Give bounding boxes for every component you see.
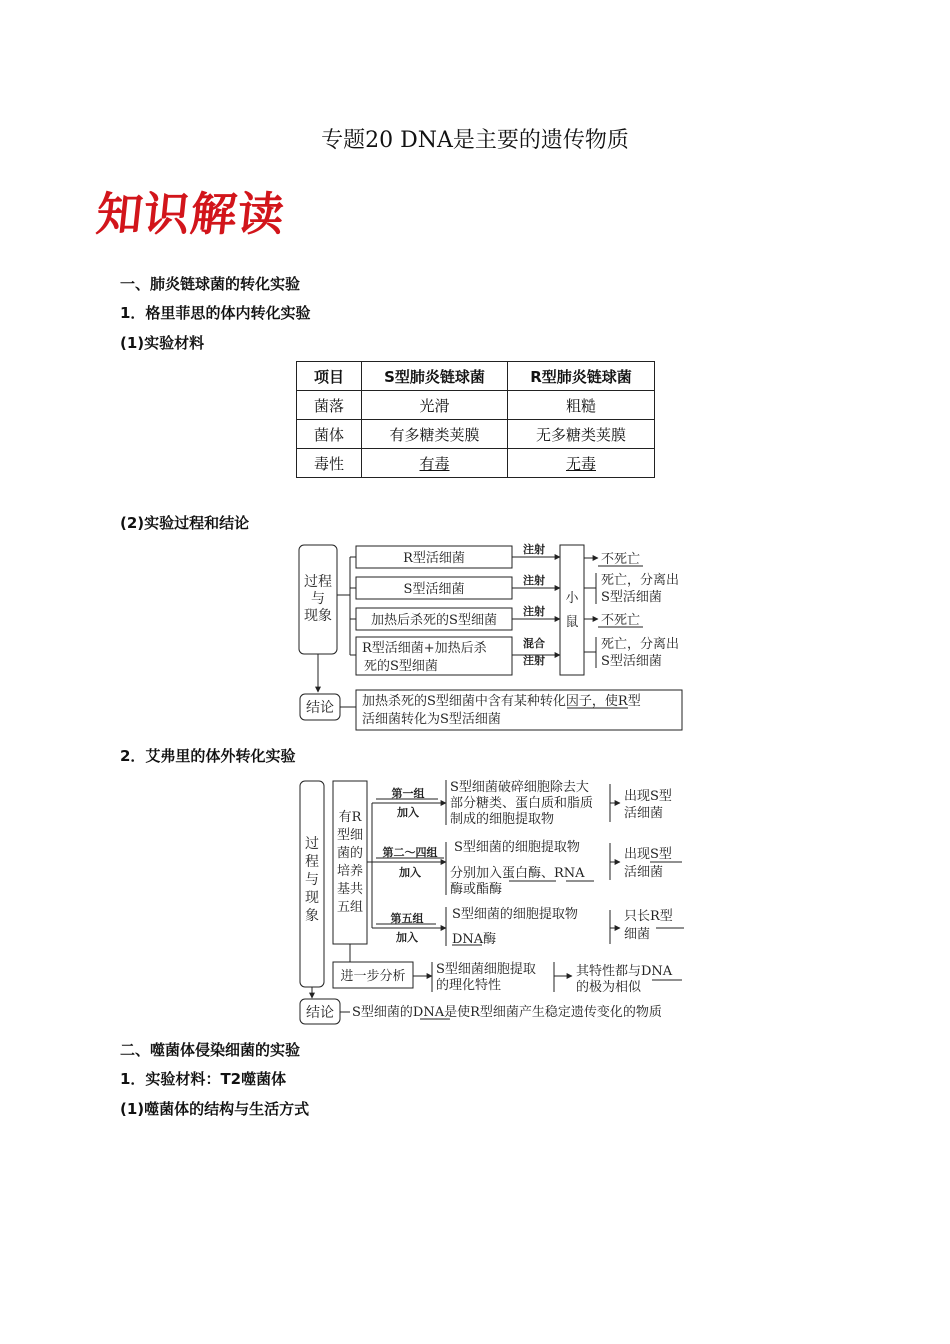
group-result: 活细菌 (624, 865, 664, 880)
heading-process: (2)实验过程和结论 (120, 514, 250, 532)
culture-line: 有R (338, 810, 362, 825)
item-text: 死的S型细菌 (364, 659, 438, 674)
group-content: 酶或酯酶 (450, 882, 503, 897)
item-text: R型活细菌+加热后杀 (362, 641, 487, 656)
culture-line: 菌的 (336, 846, 364, 861)
action-label: 注射 (523, 654, 545, 667)
left-box-line: 象 (305, 908, 319, 924)
conclusion-label: 结论 (306, 700, 334, 716)
table-header: R型肺炎链球菌 (508, 362, 655, 391)
table-header: 项目 (297, 362, 362, 391)
left-box-line: 现 (305, 890, 319, 906)
result-text: S型活细菌 (601, 590, 662, 605)
result-text: 不死亡 (601, 613, 641, 628)
further-result: 其特性都与DNA (576, 964, 673, 979)
table-header: S型肺炎链球菌 (362, 362, 508, 391)
group-result: 出现S型 (624, 847, 672, 862)
conclusion-label: 结论 (306, 1005, 334, 1021)
left-box-line: 与 (311, 591, 325, 607)
mouse-label: 小 (565, 591, 579, 606)
group-result: 只长R型 (624, 909, 673, 924)
group-label: 第一组 (391, 787, 425, 800)
culture-line: 型细 (336, 828, 364, 843)
table-cell: 无多糖类荚膜 (508, 420, 655, 449)
item-text: R型活细菌 (403, 551, 465, 566)
group-content: S型细菌的细胞提取物 (452, 907, 578, 922)
further-content: S型细菌细胞提取 (436, 962, 536, 977)
table-cell: 毒性 (297, 449, 362, 478)
group-content: DNA酶 (452, 932, 497, 947)
heading-s2-1a: (1)噬菌体的结构与生活方式 (120, 1100, 310, 1118)
culture-line: 培养 (336, 864, 364, 879)
action-label: 注射 (523, 605, 545, 618)
left-box-line: 程 (305, 854, 319, 870)
action-label: 注射 (523, 574, 545, 587)
group-label: 第五组 (390, 912, 424, 925)
group-content: S型细菌的细胞提取物 (454, 840, 580, 855)
heading-materials: (1)实验材料 (120, 334, 205, 352)
culture-box (333, 781, 367, 944)
table-cell: 粗糙 (508, 391, 655, 420)
item-text: 加热后杀死的S型细菌 (371, 613, 497, 628)
left-box-line: 过程 (304, 574, 332, 590)
left-box-line: 过 (305, 836, 319, 852)
item-text: S型活细菌 (403, 582, 465, 597)
group-result: 细菌 (624, 927, 651, 942)
table-cell: 菌落 (297, 391, 362, 420)
further-content: 的理化特性 (436, 978, 502, 993)
group-content: 部分糖类、蛋白质和脂质 (450, 796, 594, 811)
table-cell: 光滑 (362, 391, 508, 420)
result-text: 死亡，分离出 (601, 637, 680, 652)
section-banner: 知识解读 (93, 187, 288, 241)
group-add: 加入 (399, 866, 421, 879)
action-label: 注射 (523, 543, 545, 556)
mouse-label: 鼠 (565, 615, 579, 630)
left-box-line: 与 (305, 872, 319, 888)
further-result: 的极为相似 (576, 980, 642, 995)
group-content: 制成的细胞提取物 (450, 812, 555, 827)
culture-line: 基共 (336, 882, 364, 897)
page-title: 专题20 DNA是主要的遗传物质 (321, 128, 629, 153)
action-label: 混合 (523, 637, 545, 650)
heading-avery: 2．艾弗里的体外转化实验 (120, 747, 296, 765)
group-result: 活细菌 (624, 806, 664, 821)
group-content: 分别加入蛋白酶、RNA (450, 866, 585, 881)
table-cell: 无毒 (508, 449, 655, 478)
result-text: 死亡，分离出 (601, 573, 680, 588)
heading-s2: 二、噬菌体侵染细菌的实验 (120, 1041, 301, 1059)
result-text: S型活细菌 (601, 654, 662, 669)
conclusion-text: S型细菌的DNA是使R型细菌产生稳定遗传变化的物质 (352, 1005, 662, 1020)
left-box-line: 现象 (304, 608, 332, 624)
group-add: 加入 (397, 806, 419, 819)
table-cell: 有多糖类荚膜 (362, 420, 508, 449)
group-result: 出现S型 (624, 789, 672, 804)
table-cell: 菌体 (297, 420, 362, 449)
group-label: 第二～四组 (382, 846, 438, 859)
conclusion-text: 加热杀死的S型细菌中含有某种转化因子，使R型 (362, 694, 641, 709)
heading-s1-1: 1．格里菲思的体内转化实验 (120, 304, 311, 322)
heading-s2-1: 1．实验材料：T2噬菌体 (120, 1070, 287, 1088)
conclusion-text: 活细菌转化为S型活细菌 (362, 712, 501, 727)
table-cell: 有毒 (362, 449, 508, 478)
group-content: S型细菌破碎细胞除去大 (450, 780, 589, 795)
further-analysis-label: 进一步分析 (340, 969, 406, 984)
culture-line: 五组 (336, 900, 364, 915)
heading-s1: 一、肺炎链球菌的转化实验 (120, 275, 301, 293)
group-add: 加入 (396, 931, 418, 944)
result-text: 不死亡 (601, 552, 641, 567)
